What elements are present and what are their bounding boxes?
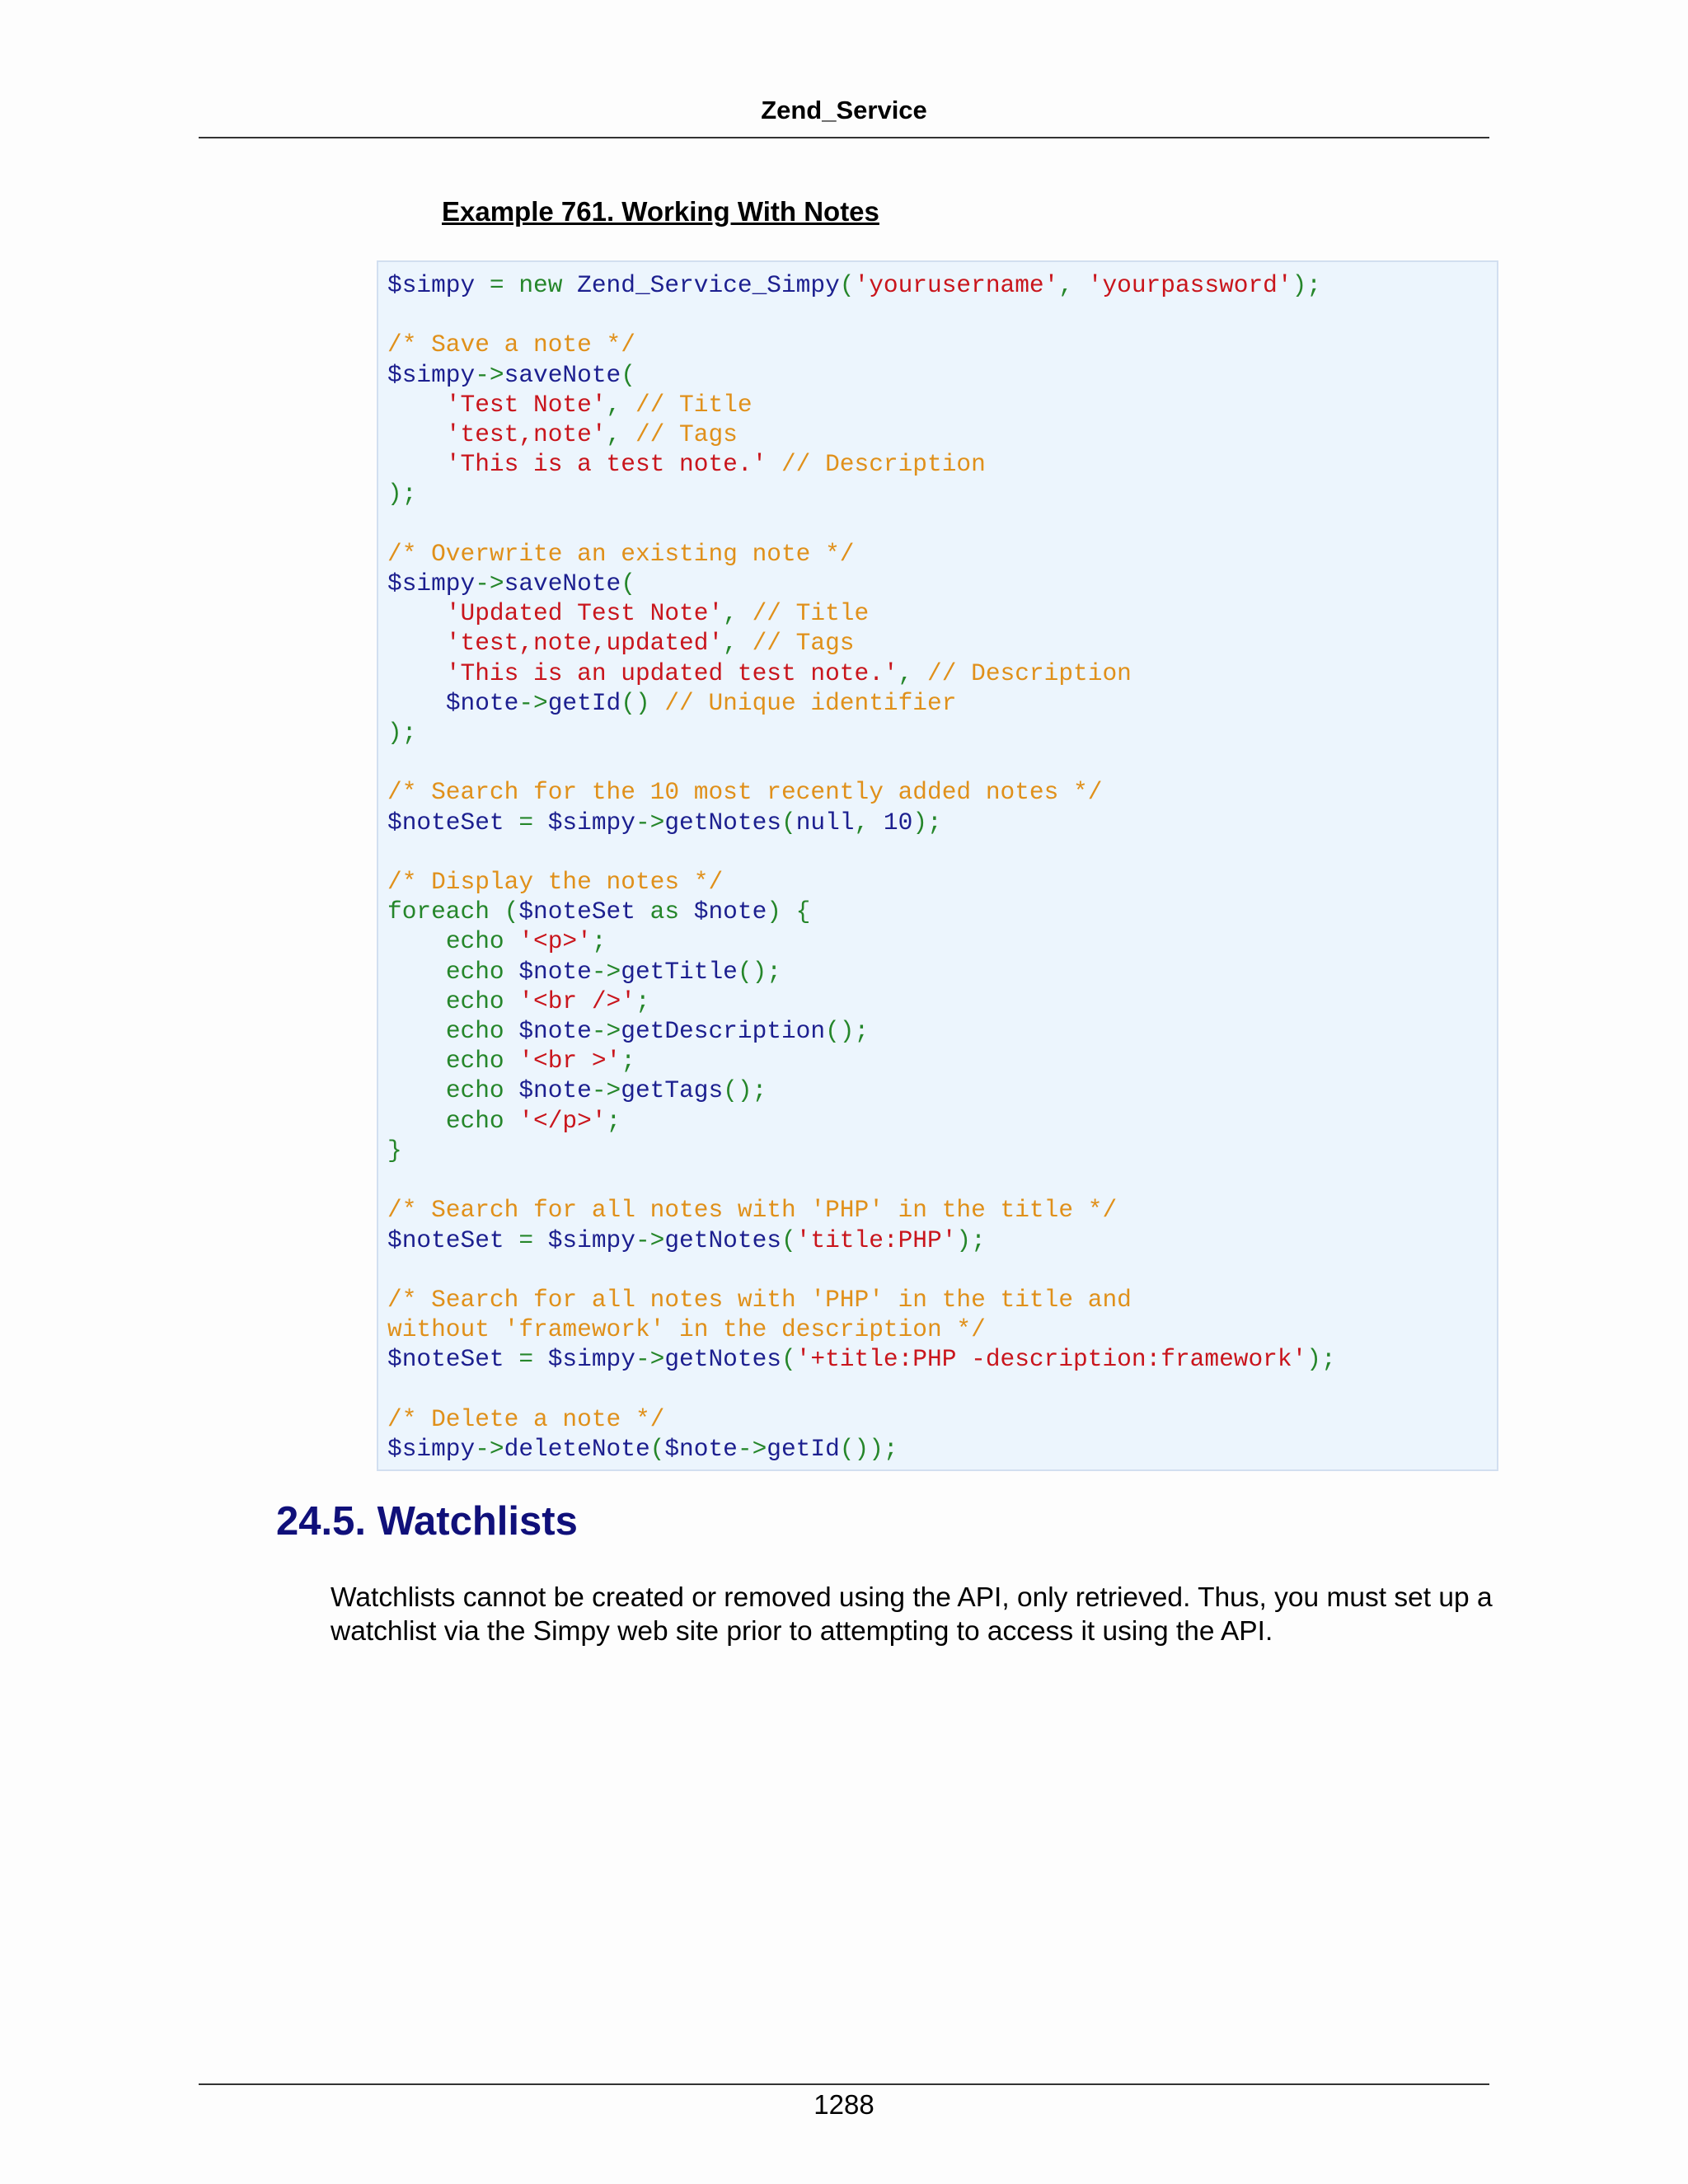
code-indent	[387, 927, 446, 955]
code-indent	[387, 987, 446, 1015]
code-comment: // Unique identifier	[664, 688, 957, 717]
code-token: 'yourpassword'	[1087, 271, 1292, 299]
code-token: echo	[445, 1047, 504, 1076]
code-line: }	[387, 1136, 402, 1165]
code-line	[387, 927, 607, 955]
code-space	[504, 1017, 519, 1045]
code-token: $note	[518, 957, 592, 986]
code-line	[387, 629, 855, 657]
example-title: Example 761. Working With Notes	[442, 196, 879, 227]
code-space	[504, 1076, 519, 1104]
code-token: ->	[475, 360, 504, 389]
code-line	[387, 1435, 898, 1463]
code-token: );	[1306, 1345, 1336, 1374]
code-token: getNotes	[664, 1345, 781, 1374]
code-token: ->	[475, 569, 504, 598]
code-comment: // Title	[635, 390, 753, 419]
code-token: ->	[591, 1076, 621, 1105]
code-token: ();	[723, 1076, 767, 1105]
code-token: ;	[621, 1047, 635, 1076]
code-space	[504, 1107, 519, 1135]
code-line	[387, 271, 1321, 299]
code-token: getNotes	[664, 1226, 781, 1254]
code-indent	[387, 629, 446, 657]
code-token: 'title:PHP'	[795, 1226, 957, 1254]
code-token: =	[504, 1345, 548, 1374]
code-token: ,	[723, 629, 753, 658]
code-token: ->	[635, 1345, 665, 1374]
running-header: Zend_Service	[761, 96, 927, 124]
page-number: 1288	[814, 2089, 874, 2120]
code-token: '+title:PHP -description:framework'	[795, 1345, 1307, 1374]
code-comment: // Description	[927, 658, 1132, 687]
code-token: getId	[547, 688, 621, 717]
code-token: echo	[445, 987, 504, 1015]
code-token: 'test,note,updated'	[445, 629, 724, 658]
code-space	[767, 450, 781, 478]
code-line	[387, 450, 986, 478]
code-indent	[387, 689, 446, 717]
code-token: ());	[839, 1434, 898, 1463]
code-token: saveNote	[504, 569, 621, 598]
code-token: ,	[1058, 271, 1088, 299]
code-space	[504, 958, 519, 986]
code-token: echo	[445, 1106, 504, 1135]
code-token: ->	[737, 1434, 767, 1463]
code-token: $simpy	[387, 271, 476, 299]
footer-rule	[199, 2083, 1489, 2085]
code-token: $note	[518, 1017, 592, 1046]
code-token: 'This is an updated test note.'	[445, 658, 898, 687]
code-line: );	[387, 719, 417, 748]
code-token: $noteSet	[387, 808, 504, 837]
code-token: =	[475, 271, 519, 299]
code-token: null	[795, 808, 855, 837]
code-space	[504, 987, 519, 1015]
code-comment: // Title	[752, 599, 870, 628]
code-indent	[387, 1047, 446, 1075]
code-token: (	[839, 271, 855, 299]
code-indent	[387, 1076, 446, 1104]
code-token: $simpy	[547, 808, 635, 837]
code-token: =	[504, 1226, 548, 1254]
code-token: ();	[825, 1017, 870, 1046]
code-comment: // Description	[781, 450, 986, 479]
code-token: getTitle	[621, 957, 738, 986]
code-token: ->	[475, 1434, 504, 1463]
code-token: (	[781, 808, 796, 837]
code-token: ) {	[767, 898, 811, 926]
code-token: );	[956, 1226, 986, 1254]
code-line	[387, 1226, 986, 1254]
code-token: ->	[591, 957, 621, 986]
code-token: echo	[445, 957, 504, 986]
code-line	[387, 1345, 1336, 1373]
code-token: Zend_Service_Simpy	[577, 271, 840, 299]
code-token: 'test,note'	[445, 420, 607, 449]
code-line	[387, 659, 1132, 687]
code-token: $note	[518, 1076, 592, 1105]
code-token: echo	[445, 1076, 504, 1105]
code-token: 'Updated Test Note'	[445, 599, 724, 628]
code-token: ();	[737, 957, 781, 986]
code-token: $simpy	[387, 569, 476, 598]
code-token: foreach	[387, 898, 490, 926]
code-space	[504, 1047, 519, 1075]
code-token: ;	[635, 987, 650, 1015]
code-token: '<p>'	[518, 927, 592, 956]
code-line	[387, 361, 635, 389]
code-token: 10	[883, 808, 913, 837]
code-token: saveNote	[504, 360, 621, 389]
code-token: );	[912, 808, 942, 837]
code-token: 'Test Note'	[445, 390, 607, 419]
code-token: '<br >'	[518, 1047, 621, 1076]
code-comment: without 'framework' in the description */	[387, 1315, 986, 1344]
code-line	[387, 808, 942, 837]
code-indent	[387, 599, 446, 627]
code-space	[504, 927, 519, 955]
code-comment: /* Overwrite an existing note */	[387, 539, 855, 568]
code-token: $noteSet	[387, 1345, 504, 1374]
code-token: ,	[854, 808, 884, 837]
code-token: $simpy	[547, 1226, 635, 1254]
code-token: ()	[621, 688, 665, 717]
code-token: ;	[606, 1106, 621, 1135]
code-comment: // Tags	[752, 629, 855, 658]
code-token: (	[489, 898, 519, 926]
code-line	[387, 1076, 767, 1104]
code-token: new	[518, 271, 578, 299]
code-indent	[387, 450, 446, 478]
code-token: $noteSet	[387, 1226, 504, 1254]
code-token: (	[621, 569, 635, 598]
code-token: $simpy	[387, 1434, 476, 1463]
code-token: getNotes	[664, 808, 781, 837]
code-indent	[387, 1017, 446, 1045]
code-token: );	[1292, 271, 1321, 299]
code-token: getTags	[621, 1076, 724, 1105]
code-token: (	[781, 1226, 796, 1254]
code-comment: /* Delete a note */	[387, 1404, 665, 1433]
code-token: (	[781, 1345, 796, 1374]
code-token: ;	[591, 927, 607, 956]
code-comment: /* Display the notes */	[387, 868, 724, 897]
code-token: ->	[591, 1017, 621, 1046]
code-comment: /* Search for all notes with 'PHP' in the title and	[387, 1285, 1132, 1314]
code-line	[387, 391, 753, 419]
code-token: $simpy	[387, 360, 476, 389]
code-line	[387, 898, 810, 926]
code-token: '</p>'	[518, 1106, 607, 1135]
code-line	[387, 987, 650, 1015]
code-comment: /* Search for the 10 most recently added notes */	[387, 778, 1103, 807]
code-token: $note	[445, 688, 519, 717]
code-token: echo	[445, 1017, 504, 1046]
code-comment: /* Search for all notes with 'PHP' in the title */	[387, 1196, 1118, 1225]
header-rule	[199, 137, 1489, 138]
code-token: ,	[606, 390, 635, 419]
code-comment: // Tags	[635, 420, 738, 449]
code-indent	[387, 1107, 446, 1135]
code-token: ->	[518, 688, 548, 717]
code-indent	[387, 958, 446, 986]
code-token: (	[621, 360, 635, 389]
code-token: getId	[767, 1434, 840, 1463]
code-listing	[387, 270, 1336, 1464]
code-indent	[387, 391, 446, 419]
code-token: $simpy	[547, 1345, 635, 1374]
code-token: ,	[606, 420, 635, 449]
code-token: ,	[723, 599, 753, 628]
code-line	[387, 1017, 869, 1045]
section-paragraph: Watchlists cannot be created or removed using the API, only retrieved. Thus, you must set up a watchlist via the Simpy web site prior to attempting to access it using the API.	[331, 1582, 1493, 1647]
code-indent	[387, 420, 446, 448]
code-token: 'yourusername'	[854, 271, 1059, 299]
code-line	[387, 569, 635, 598]
code-token: ,	[898, 658, 928, 687]
code-token: 'This is a test note.'	[445, 450, 767, 479]
code-line	[387, 958, 781, 986]
code-token: echo	[445, 927, 504, 956]
code-line	[387, 599, 869, 627]
code-token: ->	[635, 808, 665, 837]
code-line	[387, 689, 956, 717]
code-comment: /* Save a note */	[387, 330, 635, 359]
code-token: ->	[635, 1226, 665, 1254]
code-indent	[387, 659, 446, 687]
code-token: deleteNote	[504, 1434, 650, 1463]
code-line	[387, 420, 738, 448]
code-token: '<br />'	[518, 987, 635, 1015]
code-token: as	[635, 898, 694, 926]
code-line: );	[387, 480, 417, 509]
code-token: $note	[664, 1434, 738, 1463]
code-token: $note	[693, 898, 767, 926]
code-line	[387, 1047, 635, 1075]
code-token: =	[504, 808, 548, 837]
section-heading: 24.5. Watchlists	[276, 1499, 578, 1544]
code-token: $noteSet	[518, 898, 635, 926]
code-token: getDescription	[621, 1017, 826, 1046]
code-line	[387, 1107, 621, 1135]
code-block	[377, 260, 1498, 1471]
code-token: (	[649, 1434, 665, 1463]
